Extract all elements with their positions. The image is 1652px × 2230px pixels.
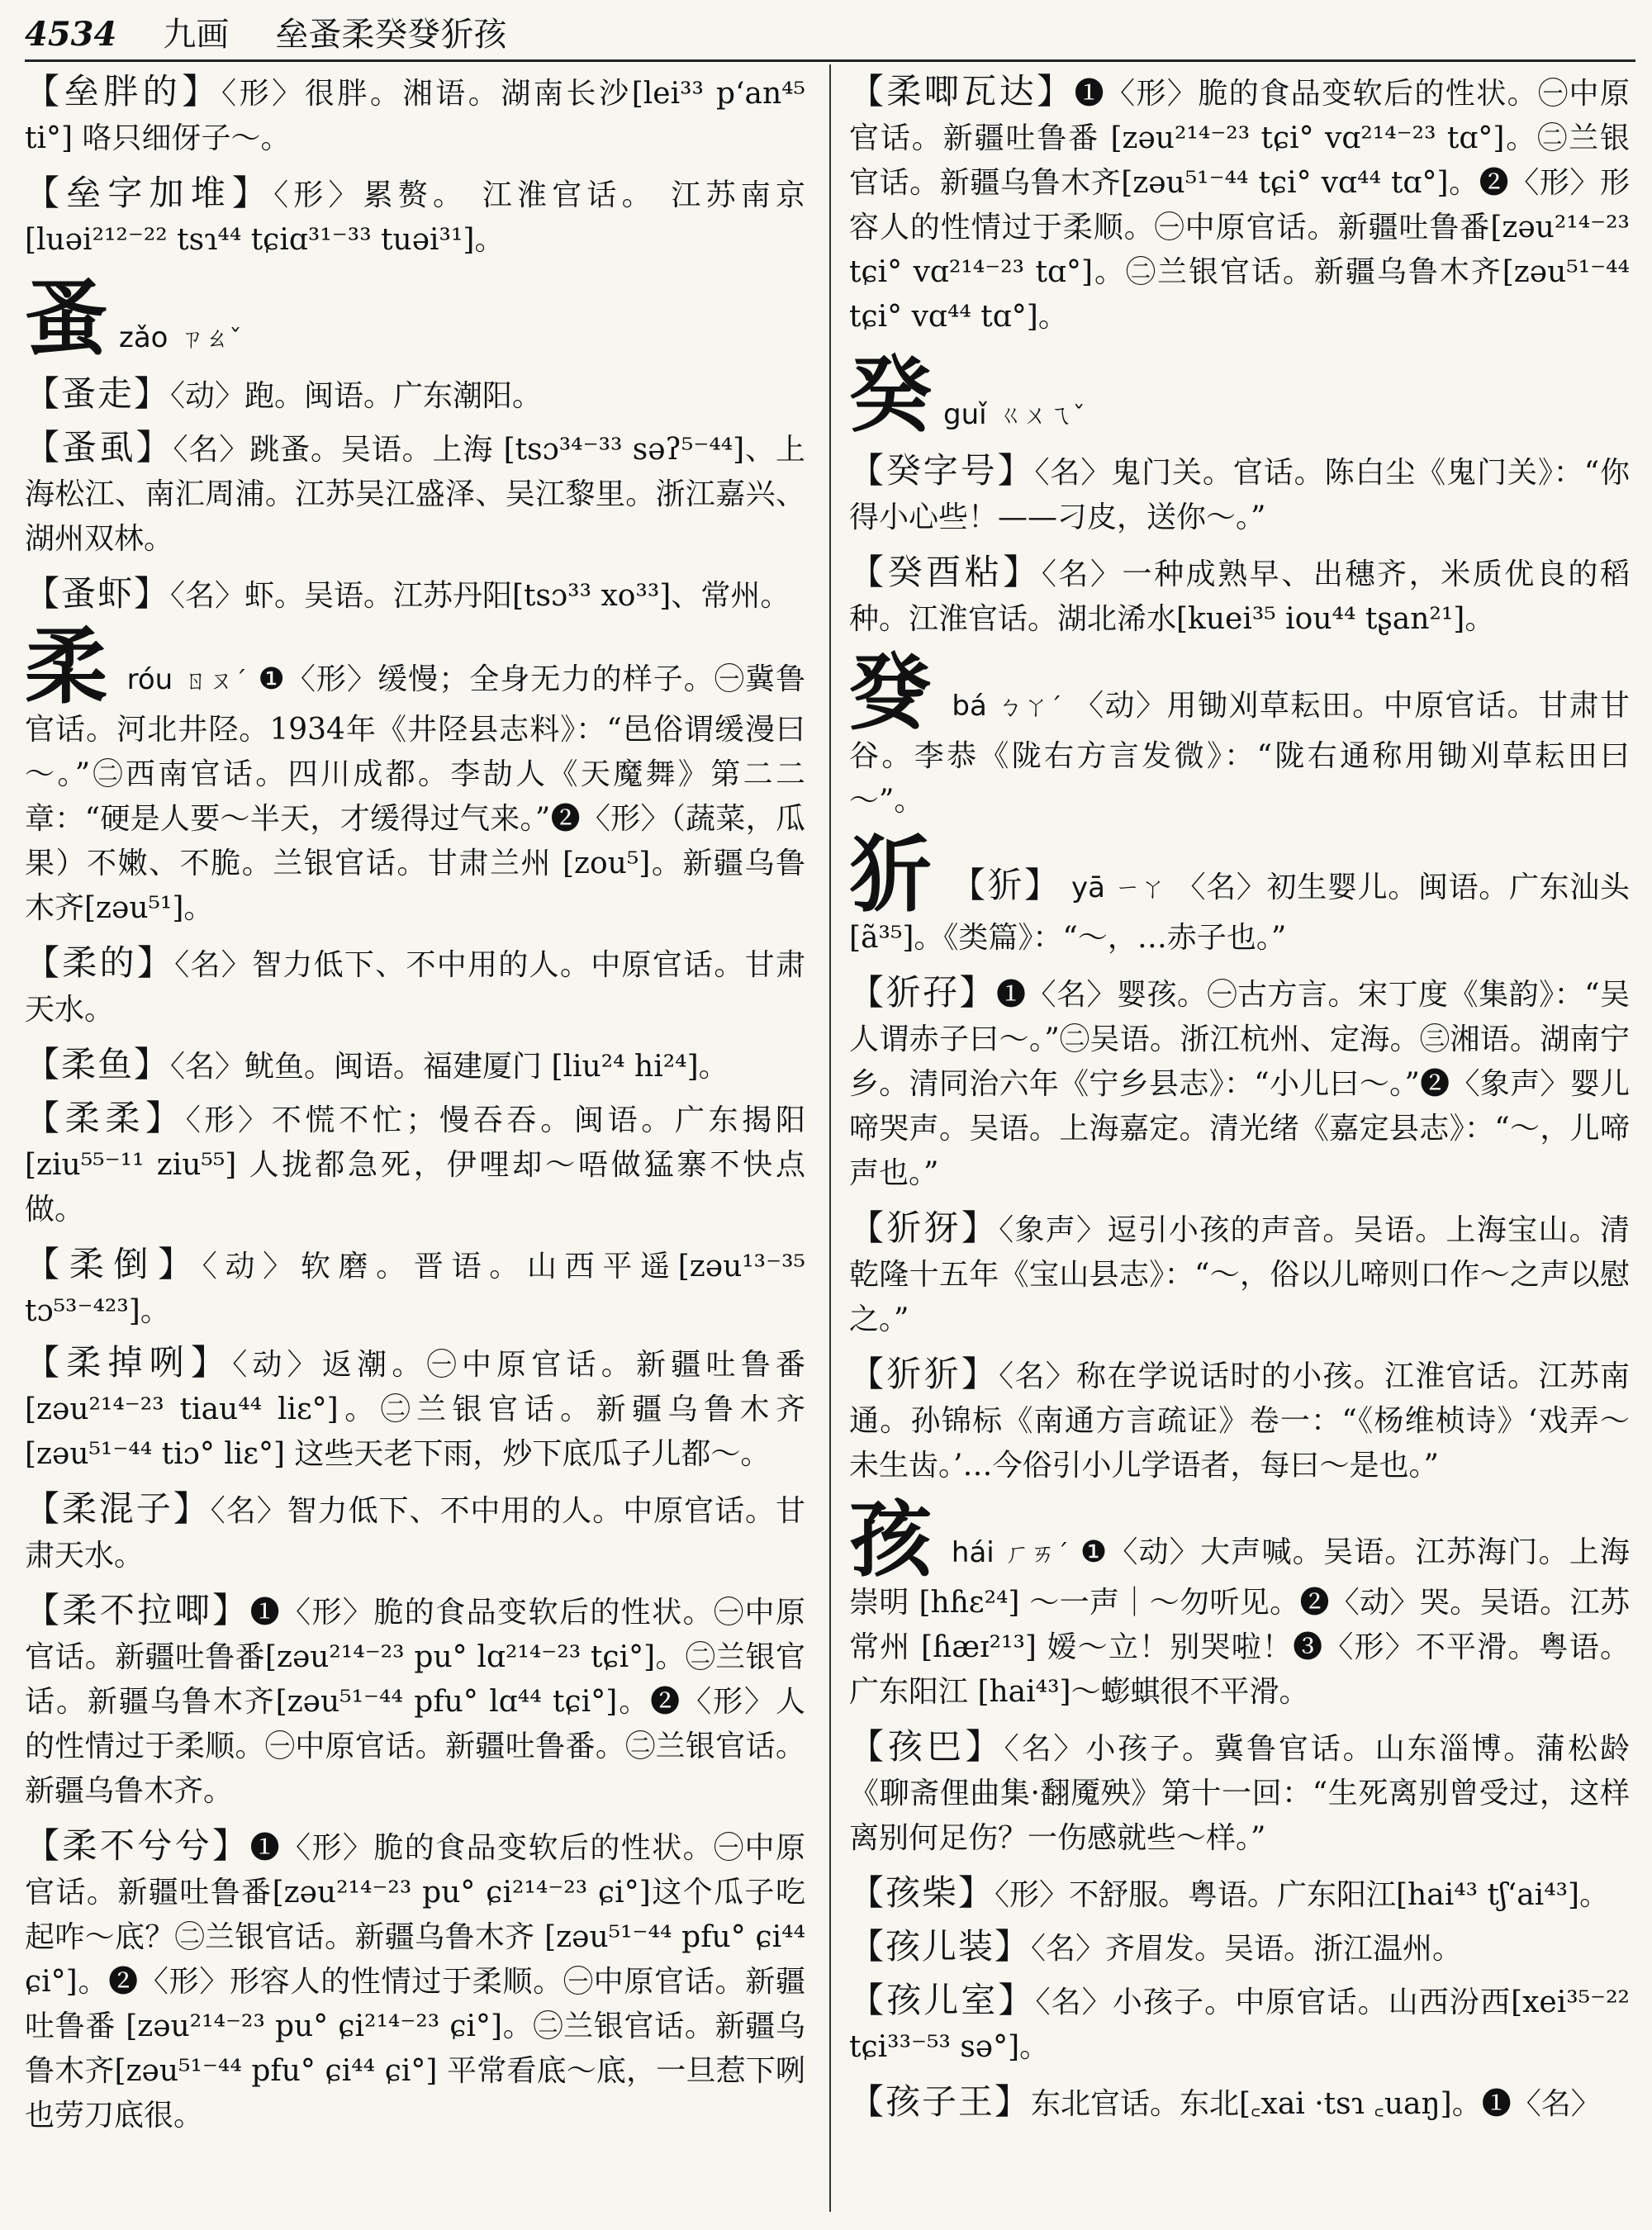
entry-definition: 〈名〉智力低下、不中用的人。中原官话。甘肃天水。 [25,948,805,1027]
entry [25,941,805,1032]
entry [25,425,805,562]
entry-definition: ❶〈形〉脆的食品变软后的性状。㊀中原官话。新疆吐鲁番[zəu²¹⁴⁻²³ pu° lɑ²¹⁴⁻²³ tɕi°]。㊁兰银官话。新疆乌鲁木齐[zəu⁵¹⁻⁴⁴ pfu° lɑ⁴⁴ tɕi°]。❷〈形〉人的性情过于柔顺。㊀中原官话。新疆吐鲁番。㊁兰银官话。新疆乌鲁木齐。 [25,1596,805,1808]
left-column [25,69,805,2148]
variant-form: 【㹞】 [950,865,1061,905]
entry-headword: 【蚤虱】 [25,427,173,467]
entry-headword: 【孩巴】 [849,1726,1004,1767]
entry-headword: 【柔唧瓦达】 [849,71,1075,112]
entry-headword: 【蚤走】 [25,373,171,414]
entry-headword: 【柔柔】 [25,1098,186,1138]
entry [849,1725,1630,1861]
entry-definition: ❶〈形〉脆的食品变软后的性状。㊀中原官话。新疆吐鲁番[zəu²¹⁴⁻²³ pu° ɕi²¹⁴⁻²³ ɕi°]这个瓜子吃起咋～底？㊁兰银官话。新疆乌鲁木齐 [zəu⁵¹⁻⁴⁴ pfu° ɕi⁴⁴ ɕi°]。❷〈形〉形容人的性情过于柔顺。㊀中原官话。新疆吐鲁番 [zəu²¹⁴⁻²³ pu° ɕi²¹⁴⁻²³ ɕi°]。㊁兰银官话。新疆乌鲁木齐[zəu⁵¹⁻⁴⁴ pfu° ɕi⁴⁴ ɕi°] 平常看底～底，一旦惹下咧也劳刀底很。 [25,1831,805,2133]
entry [25,1242,805,1334]
entry-definition: 〈名〉小孩子。冀鲁官话。山东淄博。蒲松龄《聊斋俚曲集·翻魇殃》第十一回：“生死离别曾受过，这样离别何足伤？一伤感就些～样。” [849,1732,1630,1855]
entry-definition: 〈形〉很胖。湘语。湖南长沙[lei³³ p‘an⁴⁵ ti°] 咯只细伢子～。 [25,77,805,155]
entry [25,1340,805,1477]
entry-definition: 〈名〉初生婴儿。闽语。广东汕头 [ã³⁵]。《类篇》：“～，…赤子也。” [849,871,1630,955]
entry-definition: 〈形〉累赘。 江淮官话。 江苏南京 [luəi²¹²⁻²² tsɿ⁴⁴ tɕiɑ³¹⁻³³ tuəi³¹]。 [25,178,805,257]
entry [849,970,1630,1196]
entry [849,550,1630,642]
zhuyin: ㄍㄨㄟˇ [998,401,1085,430]
entry-headword: 【㹞㹞】 [849,1354,999,1394]
zhuyin: ㄏㄞˊ [1004,1540,1070,1568]
entry-definition: ❶〈形〉缓慢；全身无力的样子。㊀冀鲁官话。河北井陉。1934年《井陉县志料》：“邑俗谓缓漫曰～。”㊁西南官话。四川成都。李劼人《天魔舞》第二二章：“硬是人要～半天，才缓得过气来。”❷〈形〉（蔬菜，瓜果）不嫩、不脆。兰银官话。甘肃兰州 [zou⁵]。新疆乌鲁木齐[zəu⁵¹]。 [25,662,806,925]
zhuyin: ㄅㄚˊ [997,693,1064,722]
entry-headword: 【孩柴】 [849,1872,995,1913]
entry-definition: 〈动〉软磨。晋语。山西平遥[zəu¹³⁻³⁵ tɔ⁵³⁻⁴²³]。 [25,1250,805,1328]
entry-definition: 〈象声〉逗引小孩的声音。吴语。上海宝山。清乾隆十五年《宝山县志》：“～，俗以儿啼则口作～之声以慰之。” [849,1213,1630,1336]
entry-definition: 〈名〉跳蚤。吴语。上海 [tsɔ³⁴⁻³³ səʔ⁵⁻⁴⁴]、上海松江、南汇周浦。江苏吴江盛泽、吴江黎里。浙江嘉兴、湖州双林。 [25,433,805,556]
head-character: 㹞 [849,826,933,923]
head-character-entry [25,618,806,931]
entry [849,448,1630,540]
entry-definition: 〈形〉不慌不忙；慢吞吞。闽语。广东揭阳 [ziu⁵⁵⁻¹¹ ziu⁵⁵] 人拢都急死，伊哩却～唔做猛寨不快点做。 [25,1103,805,1226]
entry [25,1096,805,1232]
pinyin: zǎo [119,321,169,354]
entry-headword: 【癸字号】 [849,450,1035,491]
entry-definition: ❶〈形〉脆的食品变软后的性状。㊀中原官话。新疆吐鲁番 [zəu²¹⁴⁻²³ tɕi° vɑ²¹⁴⁻²³ tɑ°]。㊁兰银官话。新疆乌鲁木齐[zəu⁵¹⁻⁴⁴ tɕi° vɑ⁴⁴ tɑ°]。❷〈形〉形容人的性情过于柔顺。㊀中原官话。新疆吐鲁番[zəu²¹⁴⁻²³ tɕi° vɑ²¹⁴⁻²³ tɑ°]。㊁兰银官话。新疆乌鲁木齐[zəu⁵¹⁻⁴⁴ tɕi° vɑ⁴⁴ tɑ°]。 [849,77,1630,334]
pinyin: yā [1070,871,1105,904]
entry-definition: 〈名〉虾。吴语。江苏丹阳[tsɔ³³ xo³³]、常州。 [170,579,790,613]
entry [849,1924,1630,1971]
entry-definition: 〈名〉鬼门关。官话。陈白尘《鬼门关》：“你得小心些！——刁皮，送你～。” [849,456,1630,534]
pinyin: bá [952,690,987,723]
head-character: 癸 [849,346,932,444]
zhuyin: ㄧㄚ [1115,875,1166,904]
entry-definition: 〈名〉称在学说话时的小孩。江淮官话。江苏南通。孙锦标《南通方言疏证》卷一：“《杨维桢诗》‘戏弄～未生齿。’…今俗引小儿学语者，每曰～是也。” [849,1359,1630,1483]
entry-headword: 【柔的】 [25,942,175,983]
entry [849,1871,1630,1918]
entry [849,1352,1630,1488]
entry-headword: 【柔不拉唧】 [25,1590,250,1630]
right-column [849,69,1630,2133]
entry-definition: 东北官话。东北[꜀xai ·tsɿ ꜀uaŋ]。❶〈名〉 [1031,2087,1601,2121]
entry-headword: 【垒字加堆】 [25,173,274,213]
head-character-block [849,346,1630,444]
head-character-entry [849,826,1630,961]
entry-definition: 〈名〉小孩子。中原官话。山西汾西[xei³⁵⁻²² tɕi³³⁻⁵³ sə°]。 [849,1986,1630,2064]
entry [25,1824,805,2138]
entry [25,1588,805,1814]
zhuyin: ㄗㄠˇ [179,325,242,353]
entry-headword: 【癸酉粘】 [849,552,1042,592]
entry-headword: 【㹞犽】 [849,1208,999,1248]
entry [25,1487,805,1578]
entry-headword: 【柔掉咧】 [25,1342,233,1383]
entry-headword: 【孩子王】 [849,2081,1032,2122]
pinyin: guǐ [943,398,987,431]
entry-definition: ❶〈名〉婴孩。㊀古方言。宋丁度《集韵》：“吴人谓赤子曰～。”㊁吴语。浙江杭州、定海。㊂湘语。湖南宁乡。清同治六年《宁乡县志》：“小儿曰～。”❷〈象声〉婴儿啼哭声。吴语。上海嘉定。清光绪《嘉定县志》：“～，儿啼声也。” [849,978,1630,1190]
head-character: 柔 [25,618,109,715]
page-header [25,8,1635,62]
header-characters: 垒蚤柔癸癹㹞孩 [275,16,507,54]
pinyin: hái [951,1536,995,1569]
zhuyin: ㄖㄡˊ [183,667,248,695]
entry-definition: 〈名〉鱿鱼。闽语。福建厦门 [liu²⁴ hi²⁴]。 [170,1050,729,1084]
head-character: 蚤 [25,269,107,367]
entry-definition: 〈名〉齐眉发。吴语。浙江温州。 [1031,1932,1463,1966]
head-character: 孩 [849,1491,933,1588]
entry-headword: 【蚤虾】 [25,573,171,614]
entry-definition: ❶〈动〉大声喊。吴语。江苏海门。上海崇明 [hɦɛ²⁴] ～一声｜～勿听见。❷〈动〉哭。吴语。江苏常州 [ɦæɪ²¹³] 嫒～立！别哭啦！❸〈形〉不平滑。粤语。广东阳江 [hai⁴³]～蟛蜞很不平滑。 [849,1535,1631,1709]
entry-headword: 【柔鱼】 [25,1044,171,1084]
entry-headword: 【孩儿装】 [849,1926,1032,1967]
entry [849,1978,1630,2070]
entry-definition: 〈形〉不舒服。粤语。广东阳江[hai⁴³ tʃ‘ai⁴³]。 [995,1878,1610,1912]
entry [25,1042,805,1089]
entry-headword: 【㹞孖】 [849,972,997,1013]
entry-headword: 【柔不兮兮】 [25,1825,250,1866]
entry-headword: 【垒胖的】 [25,71,221,112]
column-divider [829,64,831,2212]
entry [25,69,805,161]
head-character: 癹 [849,644,933,742]
entry-definition: 〈动〉用锄刈草耘田。中原官话。甘肃甘谷。李恭《陇右方言发微》：“陇右通称用锄刈草耘田曰～”。 [849,689,1630,818]
entry [25,372,805,419]
page-number: 4534 [25,15,117,54]
entry-definition: 〈名〉一种成熟早、出穗齐，米质优良的稻种。江淮官话。湖北浠水[kuei³⁵ iou⁴⁴ tʂan²¹]。 [849,558,1630,636]
pinyin: róu [126,663,173,696]
head-character-block [25,269,805,367]
entry-definition: 〈动〉跑。闽语。广东潮阳。 [170,379,543,413]
entry-headword: 【柔混子】 [25,1488,211,1529]
stroke-section: 九画 [163,16,230,54]
head-character-entry [849,1491,1631,1715]
entry [25,572,805,619]
entry [849,1206,1630,1342]
head-character-entry [849,644,1630,823]
entry [25,171,805,263]
entry-definition: 〈动〉返潮。㊀中原官话。新疆吐鲁番 [zəu²¹⁴⁻²³ tiau⁴⁴ liɛ°]。㊁兰银官话。新疆乌鲁木齐[zəu⁵¹⁻⁴⁴ tiɔ° liɛ°] 这些天老下雨，炒下底瓜子儿都～。 [25,1348,805,1471]
entry [849,2080,1630,2127]
entry-headword: 【孩儿室】 [849,1980,1036,2020]
entry [849,69,1630,339]
entry-definition: 〈名〉智力低下、不中用的人。中原官话。甘肃天水。 [25,1494,805,1573]
entry-headword: 【柔倒】 [25,1244,202,1284]
